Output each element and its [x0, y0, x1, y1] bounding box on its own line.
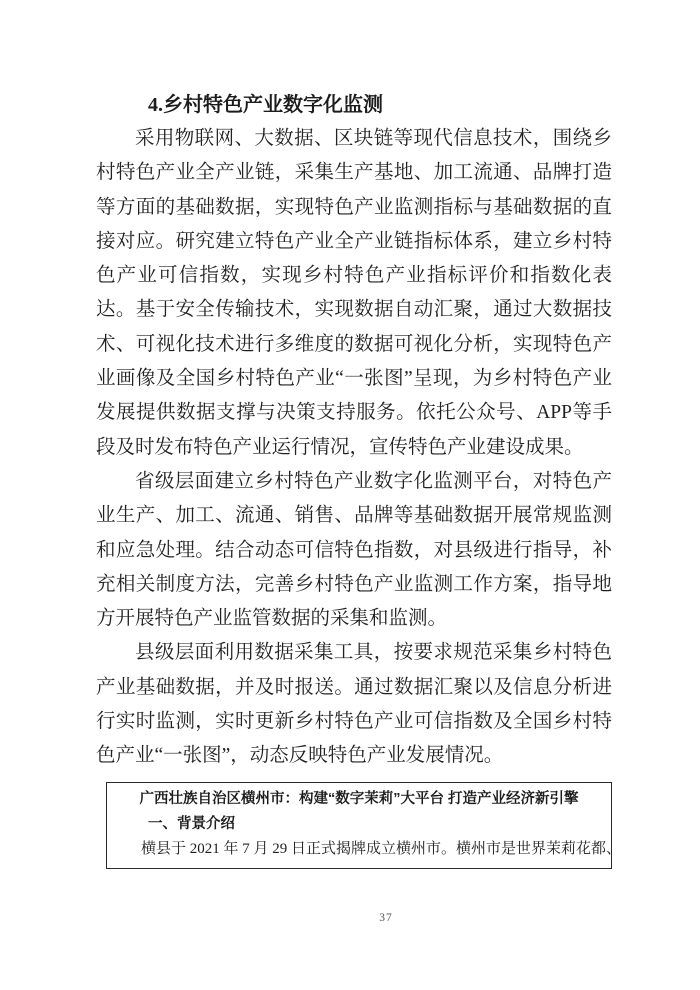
paragraph-1: 采用物联网、大数据、区块链等现代信息技术，围绕乡村特色产业全产业链，采集生产基地、加工流通、品牌打造等方面的基础数据，实现特色产业监测指标与基础数据的直接对应。研究建立特色产业全产业链指标体系，建立乡村特色产业可信指数，实现乡村特色产业指标评价和指数化表达。基于安全传输技术，实现数据自动汇聚，通过大数据技术、可视化技术进行多维度的数据可视化分析，实现特色产业画像及全国乡村特色产业“一张图”呈现，为乡村特色产业发展提供数据支撑与决策支持服务。依托公众号、APP等手段及时发布特色产业运行情况，宣传特色产业建设成果。: [96, 128, 612, 458]
case-box-body: 横县于 2021 年 7 月 29 日正式揭牌成立横州市。横州市是世界茉莉花都、: [141, 840, 622, 857]
section-heading: 4.乡村特色产业数字化监测: [148, 94, 383, 116]
page-number: 37: [379, 912, 393, 924]
paragraph-3: 县级层面利用数据采集工具，按要求规范采集乡村特色产业基础数据，并及时报送。通过数据汇聚以及信息分析进行实时监测，实时更新乡村特色产业可信指数及全国乡村特色产业“一张图”，动态反映特色产业发展情况。: [96, 642, 612, 767]
case-box-section-heading: 一、背景介绍: [148, 815, 235, 832]
paragraph-2: 省级层面建立乡村特色产业数字化监测平台，对特色产业生产、加工、流通、销售、品牌等基础数据开展常规监测和应急处理。结合动态可信特色指数，对县级进行指导，补充相关制度方法，完善乡村特色产业监测工作方案，指导地方开展特色产业监管数据的采集和监测。: [96, 470, 612, 630]
page-content: [96, 88, 622, 869]
case-box-title: 广西壮族自治区横州市：构建“数字茉莉”大平台 打造产业经济新引擎: [139, 790, 579, 807]
case-study-box: [106, 782, 622, 869]
